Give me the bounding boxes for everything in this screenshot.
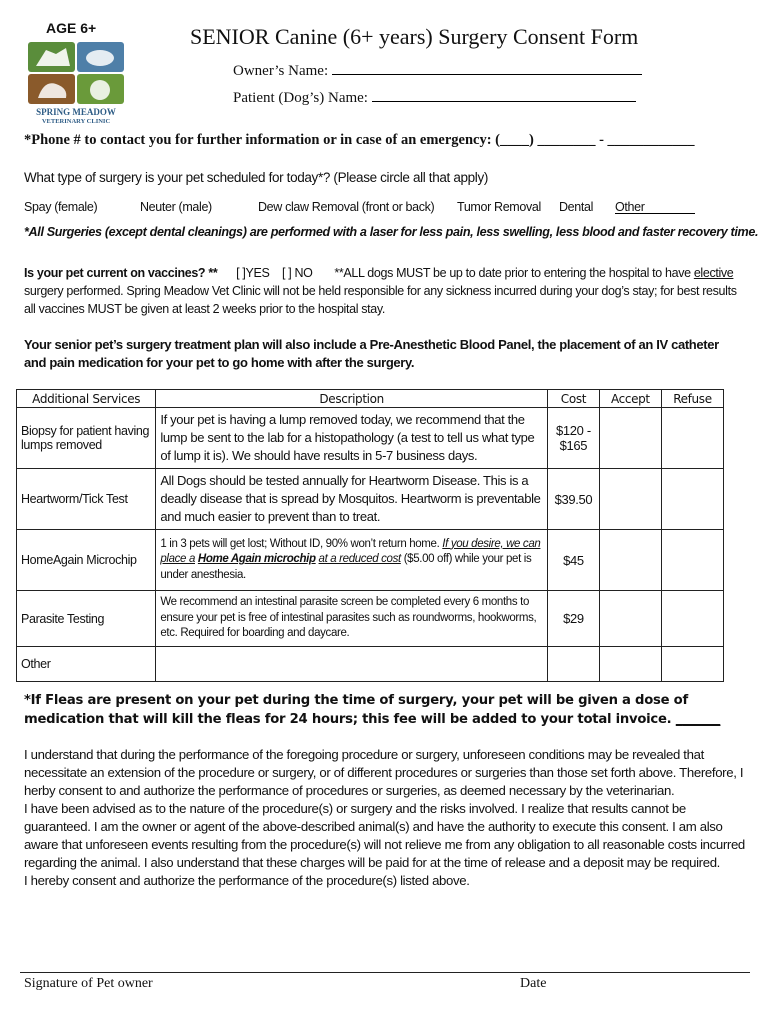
service-microchip: HomeAgain Microchip	[17, 530, 156, 591]
svg-text:SPRING MEADOW: SPRING MEADOW	[36, 107, 116, 117]
treatment-plan-note: Your senior pet’s surgery treatment plan will also include a Pre-Anesthetic Blood Panel, the placement of an IV catheter and pain medication for your pet to go home with after the surgery.	[24, 337, 719, 370]
signature-line[interactable]	[20, 972, 750, 973]
svg-text:VETERINARY CLINIC: VETERINARY CLINIC	[41, 118, 111, 125]
service-heartworm: Heartworm/Tick Test	[17, 469, 156, 530]
table-row	[17, 647, 724, 682]
header-accept: Accept	[599, 390, 661, 408]
description-other[interactable]	[156, 647, 548, 682]
option-tumor-removal[interactable]: Tumor Removal	[457, 200, 541, 214]
description-biopsy: If your pet is having a lump removed today, we recommend that the lump be sent to the lab for a histopathology (a test to tell us what type of lump it is). We should have results in 5-7 business days.	[156, 408, 548, 469]
date-label: Date	[520, 976, 547, 991]
laser-note: *All Surgeries (except dental cleanings) are performed with a laser for less pain, less swelling, less blood and faster recovery time.	[24, 225, 759, 239]
table-row	[17, 591, 724, 647]
phone-line[interactable]: *Phone # to contact you for further information or in case of an emergency: (____) ________ - ____________	[24, 132, 695, 148]
elective-word: elective	[693, 266, 734, 280]
vaccines-question: Is your pet current on vaccines? **	[24, 266, 218, 280]
surgery-options: Spay (female) Neuter (male) Dew claw Removal (front or back) Tumor Removal Dental Other	[24, 200, 744, 218]
patient-name-label: Patient (Dog’s) Name:	[233, 90, 368, 106]
cost-biopsy: $120 - $165	[548, 408, 600, 469]
option-dental[interactable]: Dental	[559, 200, 594, 214]
vaccines-yes[interactable]: [ ]YES	[236, 266, 270, 280]
option-spay[interactable]: Spay (female)	[24, 200, 98, 214]
page-title: SENIOR Canine (6+ years) Surgery Consent Form	[190, 24, 639, 49]
patient-name-line[interactable]	[372, 88, 636, 102]
table-row	[17, 530, 724, 591]
consent-text	[24, 746, 749, 890]
cost-microchip: $45	[548, 530, 600, 591]
additional-services-table	[16, 389, 724, 682]
age-badge: AGE 6+	[46, 20, 97, 36]
table-row	[17, 408, 724, 469]
refuse-heartworm[interactable]	[661, 469, 723, 530]
refuse-microchip[interactable]	[661, 530, 723, 591]
owner-name-line[interactable]	[332, 61, 642, 75]
header-cost: Cost	[548, 390, 600, 408]
vaccines-note: **ALL dogs MUST be up to date prior to entering the hospital to have	[334, 266, 691, 280]
option-dewclaw[interactable]: Dew claw Removal (front or back)	[258, 200, 435, 214]
signature-label: Signature of Pet owner	[24, 976, 153, 991]
accept-parasite[interactable]	[599, 591, 661, 647]
cost-heartworm: $39.50	[548, 469, 600, 530]
description-microchip: 1 in 3 pets will get lost; Without ID, 90% won’t return home. If you desire, we can place a Home Again microchip at a reduced cost ($5.00 off) while your pet is under anesthesia.	[156, 530, 548, 591]
surgery-question: What type of surgery is your pet scheduled for today*? (Please circle all that apply)	[24, 170, 488, 185]
clinic-logo	[26, 40, 126, 125]
consent-paragraph: I hereby consent and authorize the performance of the procedure(s) listed above.	[24, 873, 470, 888]
service-other: Other	[17, 647, 156, 682]
owner-name-field[interactable]	[233, 61, 642, 80]
accept-other[interactable]	[599, 647, 661, 682]
cost-other[interactable]	[548, 647, 600, 682]
description-parasite: We recommend an intestinal parasite screen be completed every 6 months to ensure your pet is free of intestinal parasites such as roundworms, hookworms, etc. Required for boarding and daycare.	[156, 591, 548, 647]
fleas-note: *If Fleas are present on your pet during the time of surgery, your pet will be given a dose of medication that will kill the fleas for 24 hours; this fee will be added to your total invoice. _______	[24, 693, 721, 727]
header-services: Additional Services	[17, 390, 156, 408]
cost-parasite: $29	[548, 591, 600, 647]
owner-name-label: Owner’s Name:	[233, 63, 329, 79]
consent-paragraph: I have been advised as to the nature of the procedure(s) or surgery and the risks involved. I realize that results cannot be guaranteed. I am the owner or agent of the above-described animal(s) and have the authority to execute this consent. I am also aware that unforeseen events resulting from the procedure(s) will not relieve me from any obligation to all reasonable costs incurred regarding the animal. I also understand that these charges will be paid for at the time of release and a deposit may be required.	[24, 801, 745, 870]
service-parasite: Parasite Testing	[17, 591, 156, 647]
accept-biopsy[interactable]	[599, 408, 661, 469]
accept-microchip[interactable]	[599, 530, 661, 591]
table-header-row	[17, 390, 724, 408]
patient-name-field[interactable]	[233, 88, 636, 107]
refuse-biopsy[interactable]	[661, 408, 723, 469]
header-refuse: Refuse	[661, 390, 723, 408]
option-neuter[interactable]: Neuter (male)	[140, 200, 212, 214]
refuse-parasite[interactable]	[661, 591, 723, 647]
vaccines-note-cont: surgery performed. Spring Meadow Vet Clinic will not be held responsible for any sickness incurred during your dog’s stay; for best results all vaccines MUST be given at least 2 weeks prior to the hospital stay.	[24, 284, 737, 316]
fleas-blank[interactable]: _______	[675, 712, 721, 727]
description-heartworm: All Dogs should be tested annually for Heartworm Disease. This is a deadly disease that is spread by Mosquitos. Heartworm is preventable and much easier to prevent than to treat.	[156, 469, 548, 530]
consent-paragraph: I understand that during the performance of the foregoing procedure or surgery, unforeseen conditions may be revealed that necessitate an extension of the procedure or surgery, or of different procedures or surgeries than those set forth above. Therefore, I herby consent to and authorize the performance of procedures or surgeries, as deemed necessary by the veterinarian.	[24, 747, 744, 798]
vaccines-no[interactable]: [ ] NO	[281, 266, 313, 280]
accept-heartworm[interactable]	[599, 469, 661, 530]
vaccines-section	[24, 264, 744, 318]
refuse-other[interactable]	[661, 647, 723, 682]
header-description: Description	[156, 390, 548, 408]
service-biopsy: Biopsy for patient having lumps removed	[17, 408, 156, 469]
table-row	[17, 469, 724, 530]
